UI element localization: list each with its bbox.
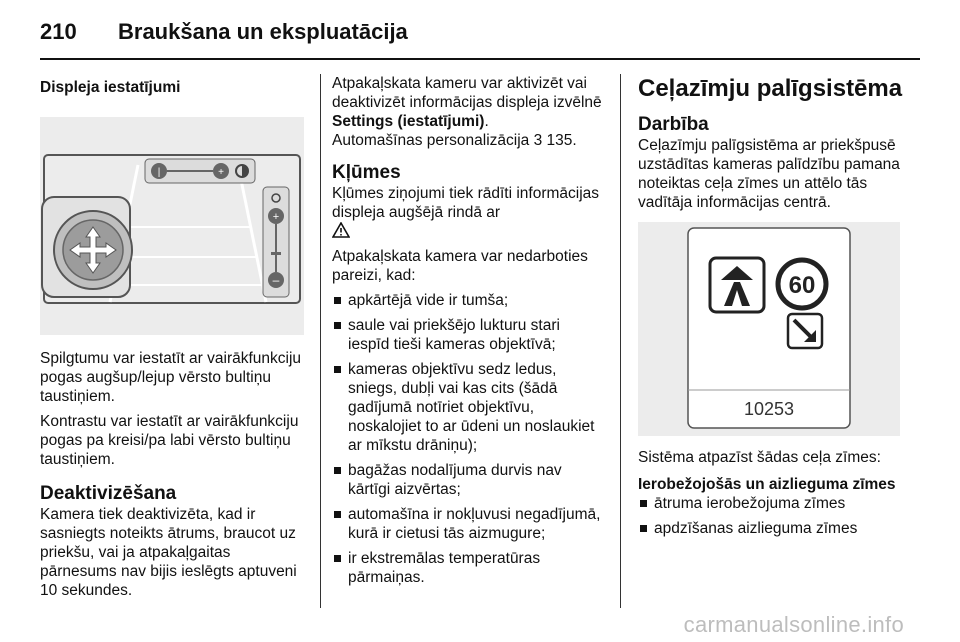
errors-paragraph: [332, 184, 604, 243]
activation-paragraph: [332, 74, 604, 150]
chapter-title: Braukšana un ekspluatācija: [118, 19, 408, 44]
page-number: 210: [40, 19, 77, 44]
camera-display-settings-figure: [40, 117, 304, 335]
speed-limit-value: 60: [788, 272, 816, 299]
brightness-paragraph: Spilgtumu var iestatīt ar vairākfunkciju pogas augšup/lejup vērsto bultiņu taustiņiem.: [40, 350, 302, 405]
column-divider-2: [620, 74, 621, 608]
svg-text:+: +: [218, 167, 224, 178]
svg-text:|: |: [157, 167, 161, 178]
page-ref-arrow-icon: 3: [533, 132, 543, 149]
list-item: ātruma ierobežojuma zīmes: [638, 494, 914, 513]
list-item: apkārtējā vide ir tumša;: [332, 291, 604, 310]
list-item: apdzīšanas aizlieguma zīmes: [638, 519, 914, 538]
section-title-traffic-sign-assistant: Ceļazīmju palīgsistēma: [638, 75, 903, 102]
column-3: [638, 74, 914, 544]
list-item: saule vai priekšējo lukturu stari iespīd tieši kameras objektīvā;: [332, 316, 604, 354]
heading-deactivation: Deaktivizēšana: [40, 483, 177, 504]
svg-text:+: +: [272, 211, 280, 223]
traffic-sign-display-illustration: [638, 222, 900, 436]
column-2: [332, 74, 604, 593]
column-1: [40, 74, 304, 606]
malfunction-list: [332, 291, 604, 587]
subheading-restriction-signs: Ierobežojošās un aizlieguma zīmes: [638, 476, 896, 493]
deactivation-paragraph: Kamera tiek deaktivizēta, kad ir sasniegts noteikts ātrums, braucot uz priekšu, vai ja atpakaļgaitas pārnesums nav bijis ieslēgts aptuveni 10 sekundes.: [40, 506, 297, 599]
svg-text:–: –: [272, 273, 280, 287]
settings-menu-label: Settings (iestatījumi): [332, 113, 485, 130]
personalization-page: 135.: [542, 132, 577, 149]
section-title-display-settings: Displeja iestatījumi: [40, 79, 181, 96]
warning-triangle-icon: [332, 222, 350, 238]
sign-list: [638, 494, 914, 538]
malfunction-intro: Atpakaļskata kamera var nedarboties pareizi, kad:: [332, 248, 588, 284]
heading-errors: Kļūmes: [332, 162, 401, 183]
page-header: [40, 12, 408, 52]
column-divider-1: [320, 74, 321, 608]
display-settings-illustration: [40, 117, 304, 335]
driver-info-center-figure: [638, 222, 900, 436]
list-item: kameras objektīvu sedz ledus, sniegs, dubļi vai kas cits (šādā gadījumā notīriet objektīvu, noskalojiet to ar ūdeni un noslaukiet ar mīkstu drāniņu);: [332, 360, 604, 455]
personalization-text: Automašīnas personalizācija: [332, 132, 534, 149]
heading-operation: Darbība: [638, 114, 709, 135]
activation-text: Atpakaļskata kameru var aktivizēt vai deaktivizēt informācijas displeja izvēlnē: [332, 75, 602, 111]
operation-paragraph: Ceļazīmju palīgsistēma ar priekšpusē uzstādītas kameras palīdzību pamana noteiktas ceļa zīmes un attēlo tās vadītāja informācijas centrā.: [638, 137, 900, 211]
header-rule: [40, 58, 920, 60]
contrast-paragraph: Kontrastu var iestatīt ar vairākfunkciju pogas pa kreisi/pa labi vērsto bultiņu taustiņiem.: [40, 413, 299, 468]
recognition-paragraph: Sistēma atpazīst šādas ceļa zīmes:: [638, 449, 881, 466]
list-item: automašīna ir nokļuvusi negadījumā, kurā ir cietusi tās aizmugure;: [332, 505, 604, 543]
list-item: bagāžas nodalījuma durvis nav kārtīgi aizvērtas;: [332, 461, 604, 499]
odometer-value: 10253: [743, 399, 795, 419]
errors-text: Kļūmes ziņojumi tiek rādīti informācijas displeja augšējā rindā ar: [332, 185, 600, 221]
watermark: carmanualsonline.info: [683, 612, 904, 637]
activation-period: .: [484, 113, 489, 130]
list-item: ir ekstremālas temperatūras pārmaiņas.: [332, 549, 604, 587]
